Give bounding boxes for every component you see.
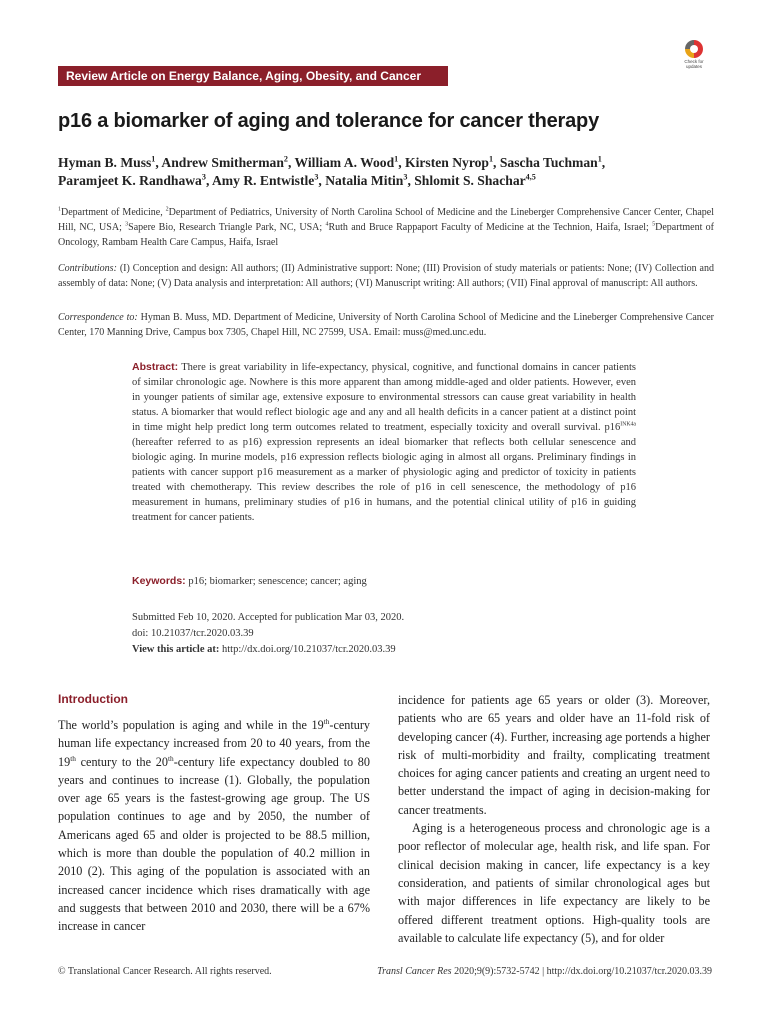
- doi: doi: 10.21037/tcr.2020.03.39: [132, 628, 254, 639]
- check-for-updates-badge[interactable]: [676, 38, 712, 78]
- section-heading-introduction: Introduction: [58, 692, 128, 706]
- footer-citation: Transl Cancer Res 2020;9(9):5732-5742 | http://dx.doi.org/10.21037/tcr.2020.03.39: [377, 966, 712, 977]
- author: Kirsten Nyrop: [405, 155, 489, 170]
- affiliations: $^1$Department of Medicine, $^2$Department of Pediatrics, University of North Carolina School of Medicine and the Lineberger Comprehensive Cancer Center, Chapel Hill, NC, USA; $^3$Sapere Bio, Research Triangle Park, NC, USA; $^4$Ruth and Bruce Rappaport Faculty of Medicine at the Technion, Haifa, Israel; $^5$Department of Oncology, Rambam Health Care Campus, Haifa, Israel: [58, 206, 714, 248]
- author: Sascha Tuchman: [499, 155, 598, 170]
- abstract: Abstract: There is great variability in life-expectancy, physical, cognitive, and functional domains in cancer patients of similar chronologic age. Nowhere is this more apparent than among middle-aged and older patients. However, even in younger patients of similar age, extensive exposure to environmental stressors can cause great variability in health status. A biomarker that would reflect biologic age and any and all health deficits in a cancer patient at a distinct point in time might help predict long term outcomes related to treatment, especially toxicity and overall survival. $p16^{INK4a}$ (hereafter referred to as p16) expression represents an ideal biomarker that reflects both cellular senescence and biologic aging. In murine models, p16 expression reflects biologic aging in almost all organs. Preliminary findings in patients with cancer support p16 measurement as a marker of physiologic aging and predictor of toxicity in patients treated with chemotherapy. This review describes the role of p16 in cell senescence, the methodology of p16 measurement in humans, preliminary studies of p16 in humans, and the potential clinical utility of p16 in guiding treatment for cancer patients.: [132, 361, 636, 523]
- abstract-label: Abstract:: [132, 361, 179, 373]
- body-column-right: [398, 691, 710, 947]
- author: Paramjeet K. Randhawa: [58, 173, 202, 188]
- author: William A. Wood: [294, 155, 395, 170]
- contributions-label: Contributions:: [58, 263, 117, 274]
- article-title: p16 a biomarker of aging and tolerance for cancer therapy: [58, 110, 599, 132]
- paragraph: Aging is a heterogeneous process and chronologic age is a poor reflector of molecular age, health risk, and life span. For clinical decision making in cancer, life expectancy is a key consideration, and patients of similar chronological ages but with major differences in life expectancy are likely to be offered different treatment options. High-quality tools are available to calculate life expectancy (5), and for older: [398, 821, 710, 945]
- check-for-updates-icon: [685, 40, 703, 58]
- correspondence: Correspondence to: Hyman B. Muss, MD. Department of Medicine, University of North Carolina School of Medicine and the Lineberger Comprehensive Cancer Center, 170 Manning Drive, Campus box 7305, Chapel Hill, NC 27599, USA. Email: muss@med.unc.edu.: [58, 312, 714, 338]
- paragraph: incidence for patients age 65 years or older (3). Moreover, patients who are 65 years and older have an 11-fold risk of developing cancer (4). Further, increasing age portends a higher risk of multi-morbidity and frailty, complicating treatment choices for aging cancer patients and creating an urgent need to better understand the impact of aging in decision-making for cancer treatments.: [398, 693, 710, 817]
- submission-info: [132, 610, 636, 658]
- keywords: Keywords: p16; biomarker; senescence; cancer; aging: [132, 575, 367, 587]
- author: Andrew Smitherman: [161, 155, 284, 170]
- view-article-link[interactable]: View this article at: http://dx.doi.org/10.21037/tcr.2020.03.39: [132, 644, 396, 655]
- author: Shlomit S. Shachar: [414, 173, 526, 188]
- author: Amy R. Entwistle: [211, 173, 315, 188]
- footer-copyright: © Translational Cancer Research. All rights reserved.: [58, 966, 272, 977]
- correspondence-label: Correspondence to:: [58, 312, 138, 323]
- article-type-banner: Review Article on Energy Balance, Aging, Obesity, and Cancer: [58, 66, 448, 86]
- author-list: Hyman B. Muss$^1$, Andrew Smitherman$^2$, William A. Wood$^1$, Kirsten Nyrop$^1$, Sascha Tuchman$^1$, Paramjeet K. Randhawa$^3$, Amy R. Entwistle$^3$, Natalia Mitin$^3$, Shlomit S. Shachar$^{4,5}$: [58, 154, 606, 188]
- badge-label: Check for updates: [684, 59, 704, 69]
- body-column-left: The world’s population is aging and while in the 19th-century human life expectancy increased from 20 to 40 years, from the 19th century to the 20th-century life expectancy doubled to 80 years and continues to increase (1). Globally, the population over age 65 years is the fastest-growing age group. The US population continues to age and by 2050, the number of Americans aged 65 and older is projected to be 88.5 million, which is more than double the population of 40.2 million in 2010 (2). This aging of the population is associated with an increased cancer incidence which rises dramatically with age and suggests that between 2010 and 2030, there will be a 67% increase in cancer: [58, 716, 370, 934]
- author: Hyman B. Muss: [58, 155, 152, 170]
- contributions: Contributions: (I) Conception and design: All authors; (II) Administrative support: None; (III) Provision of study materials or patients: None; (IV) Collection and assembly of data: None; (V) Data analysis and interpretation: All authors; (VI) Manuscript writing: All authors; (VII) Final approval of manuscript: All authors.: [58, 263, 714, 289]
- author: Natalia Mitin: [325, 173, 404, 188]
- keywords-label: Keywords:: [132, 575, 186, 587]
- submission-dates: Submitted Feb 10, 2020. Accepted for publication Mar 03, 2020.: [132, 612, 405, 623]
